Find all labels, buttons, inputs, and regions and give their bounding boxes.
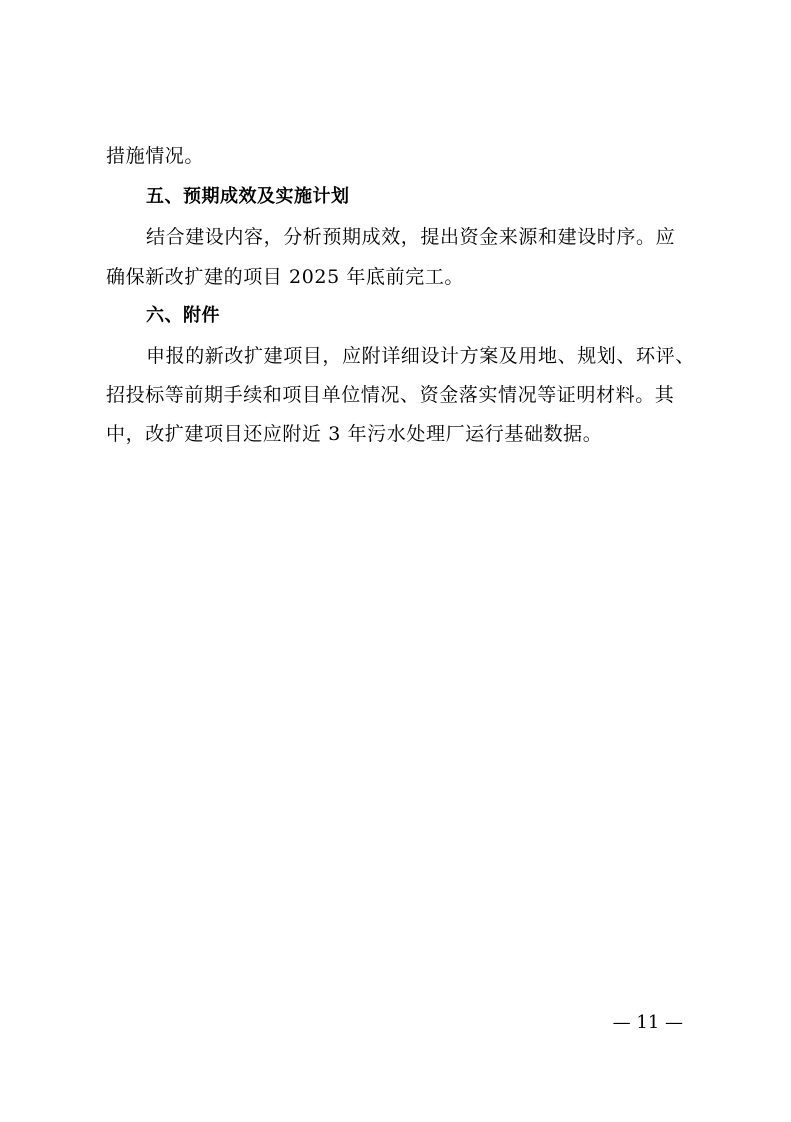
paragraph-line-results-1: 结合建设内容，分析预期成效，提出资金来源和建设时序。应 [146,226,676,248]
paragraph-line-attachments-3: 中，改扩建项目还应附近 3 年污水处理厂运行基础数据。 [106,423,603,445]
section-heading-expected-results: 五、预期成效及实施计划 [146,186,350,207]
paragraph-line-attachments-2: 招投标等前期手续和项目单位情况、资金落实情况等证明材料。其 [106,384,675,406]
section-heading-attachments: 六、附件 [146,305,220,326]
paragraph-line-measures-end: 措施情况。 [106,145,205,167]
paragraph-line-results-2: 确保新改扩建的项目 2025 年底前完工。 [106,266,465,288]
paragraph-line-attachments-1: 申报的新改扩建项目，应附详细设计方案及用地、规划、环评、 [146,345,695,367]
page-number: — 11 — [612,1012,683,1033]
